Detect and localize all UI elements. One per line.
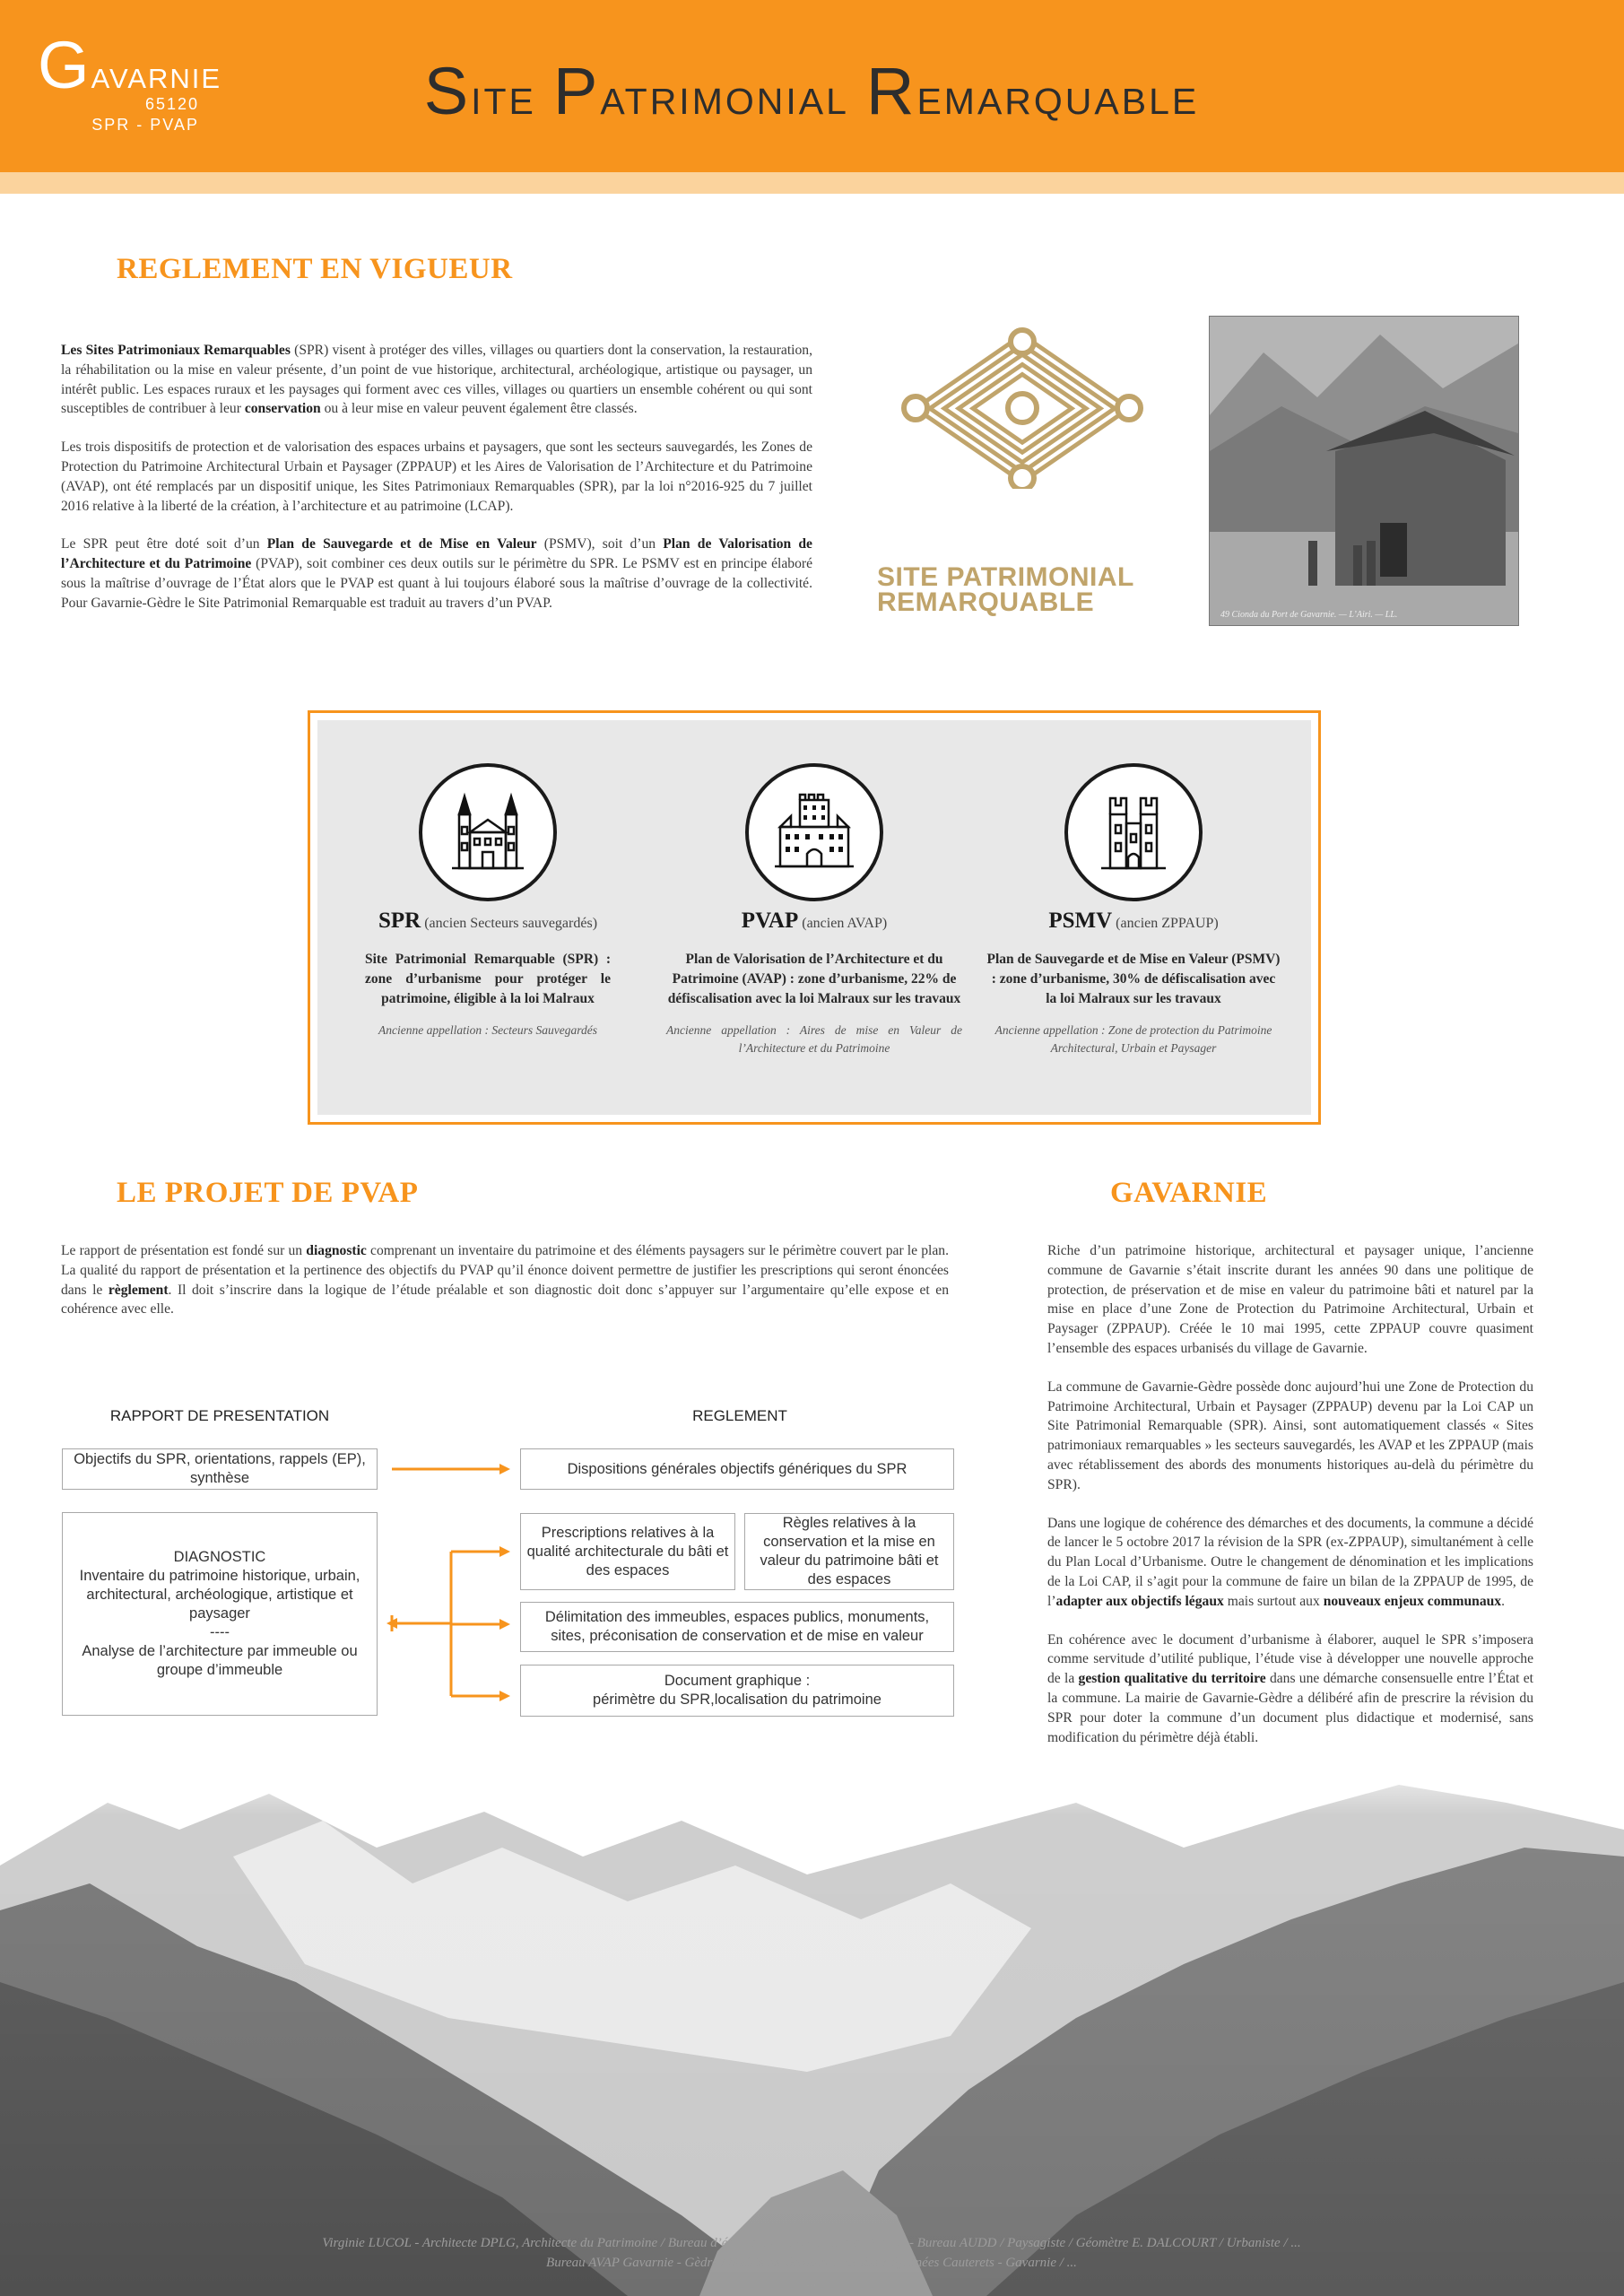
text-segment: mais surtout aux <box>1223 1593 1324 1609</box>
text-segment: (SPR) visent à protéger des villes, villages ou quartiers dont la conservation, la restauration, la réhabilitation ou la mise en valeur présente, d’un point de vue historique, architectural, archéologique, artistique ou paysager, un intérêt public. Les espaces ruraux et les paysages qui forment avec ces villes, villages ou quartiers un ensemble cohérent ou qui sont susceptibles de contribuer à leur <box>61 343 812 417</box>
diagram-left-title: RAPPORT DE PRESENTATION <box>109 1407 330 1424</box>
text-segment: Le SPR peut être doté soit d’un <box>61 536 267 552</box>
emphasis-text: Les Sites Patrimoniaux Remarquables <box>61 343 291 358</box>
diagram-arrows <box>381 1448 525 1718</box>
gavarnie-text <box>1047 1241 1533 1766</box>
box-prescriptions: Prescriptions relatives à la qualité architecturale du bâti et des espaces <box>520 1513 735 1590</box>
box-regles: Règles relatives à la conservation et la mise en valeur du patrimoine bâti et des espaces <box>744 1513 954 1590</box>
brand-initial: G <box>38 28 91 102</box>
reglement-text <box>61 341 812 632</box>
card-spr <box>340 720 636 1039</box>
protection-types-panel <box>308 710 1321 1125</box>
card-pvap-old-name: Ancienne appellation : Aires de mise en Valeur de l’Architecture et du Patrimoine <box>666 1023 962 1055</box>
title-part: emarquable <box>916 67 1200 126</box>
reglement-paragraph-2: Les trois dispositifs de protection et de valorisation des espaces urbains et paysagers, que sont les secteurs sauvegardés, les Zones de Protection du Patrimoine Architectural Urbain et Paysager (ZPPAUP) et les Aires de Valorisation de l’Architecture et du Patrimoine (AVAP), ont été remplacés par un dispositif unique, les Sites Patrimoniaux Remarquables (SPR), par la loi n°2016-925 du 7 juillet 2016 relative à la liberté de la création, à l’architecture et au patrimoine (LCAP). <box>61 439 812 514</box>
footer-line-1: Virginie LUCOL - Architecte DPLG, Architecte du Patrimoine / Bureau d’études UP’IOL / Urbaniste DPLG - Bureau AUDD / Paysagiste / Géomètre E. DALCOURT / Urbaniste / ... <box>322 2236 1301 2250</box>
card-pvap-description: Plan de Valorisation de l’Architecture et du Patrimoine (AVAP) : zone d’urbanisme, 22% de défiscalisation avec la loi Malraux sur les travaux <box>667 952 961 1006</box>
logo-line-1: SITE PATRIMONIAL <box>877 562 1134 592</box>
gavarnie-paragraph-2: La commune de Gavarnie-Gèdre possède donc aujourd’hui une Zone de Protection du Patrimoine Architectural, Urbain et Paysager (ZPPAUP) devenu par la Loi CAP un Site Patrimonial Remarquable (SPR). Ainsi, sont automatiquement classés « Sites patrimoniaux remarquables » les secteurs sauvegardés, les AVAP et les ZPPAUP (mais avec rétablissement des abords des monuments historiques au-delà du périmètre du SPR). <box>1047 1378 1533 1492</box>
text-segment: En cohérence avec le document d’urbanisme à élaborer, auquel le SPR s’imposera comme servitude d’utilité publique, l’étude vise à développer une nouvelle approche de la <box>1047 1631 1533 1687</box>
card-pvap-abbr: PVAP <box>741 909 799 933</box>
card-spr-old-name: Ancienne appellation : Secteurs Sauvegardés <box>378 1023 597 1037</box>
palace-drawing <box>769 787 859 877</box>
section-title-reglement: REGLEMENT EN VIGUEUR <box>117 253 513 285</box>
emphasis-text: adapter aux objectifs légaux <box>1055 1593 1224 1609</box>
emphasis-text: diagnostic <box>306 1243 367 1258</box>
tower-icon <box>1064 763 1203 901</box>
photo-caption: 49 Cionda du Port de Gavarnie. — L’Airi. — LL. <box>1220 610 1398 620</box>
text-segment: Le rapport de présentation est fondé sur un <box>61 1243 307 1258</box>
header-strip <box>0 172 1624 194</box>
text-segment: . Il doit s’inscrire dans la logique de l’étude préalable et son diagnostic doit donc s’appuyer sur l’argumentaire qu’elle expose et en cohérence avec elle. <box>61 1282 949 1318</box>
box-delimitation: Délimitation des immeubles, espaces publics, monuments, sites, préconisation de conservation et de mise en valeur <box>520 1602 954 1652</box>
card-spr-heading <box>340 909 636 934</box>
postal-code: 65120 <box>144 95 199 113</box>
emphasis-text: règlement <box>108 1282 169 1298</box>
page-title <box>269 52 1354 132</box>
card-psmv <box>986 720 1281 1057</box>
brand-name <box>38 28 222 102</box>
emphasis-text: Plan de Sauvegarde et de Mise en Valeur <box>266 536 537 552</box>
protection-types-inner <box>317 720 1311 1115</box>
text-segment: (PSMV), soit d’un <box>536 536 664 552</box>
castle-icon <box>419 763 557 901</box>
spr-logo-text <box>877 562 1146 617</box>
reglement-paragraph-3 <box>61 535 812 613</box>
castle-drawing <box>443 787 533 877</box>
section-title-projet: LE PROJET DE PVAP <box>117 1177 419 1209</box>
footer-line-2: Bureau AVAP Gavarnie - Gèdre / Mairie de Gavarnie - Gèdre / Pyrénées Cauterets - Gavarnie / ... <box>546 2256 1077 2270</box>
card-psmv-old-name: Ancienne appellation : Zone de protection du Patrimoine Architectural, Urbain et Paysager <box>994 1023 1272 1055</box>
brand-block <box>38 28 222 140</box>
text-segment: dans une démarche consensuelle entre l’État et la commune. La mairie de Gavarnie-Gèdre a délibéré afin de prescrire la révision du SPR pour doter la commune d’un document plus didactique et modernisé, sans modification du périmètre déjà établi. <box>1047 1671 1533 1745</box>
spr-logo-icon <box>901 327 1143 489</box>
text-segment: . <box>1501 1593 1506 1609</box>
card-spr-description: Site Patrimonial Remarquable (SPR) : zone d’urbanisme pour protéger le patrimoine, éligible à la loi Malraux <box>365 952 611 1006</box>
brand-subtitle: SPR - PVAP <box>91 116 199 134</box>
card-psmv-abbr: PSMV <box>1048 909 1113 933</box>
text-segment: ou à leur mise en valeur peuvent également être classés. <box>320 401 638 417</box>
card-pvap-heading <box>666 909 962 934</box>
section-title-gavarnie: GAVARNIE <box>1110 1177 1268 1209</box>
card-pvap-former: (ancien AVAP) <box>798 916 888 931</box>
text-segment: (PVAP), soit combiner ces deux outils sur le périmètre du SPR. Le PSMV est en principe élaboré sous la maîtrise d’ouvrage de l’État alors que le PVAP est quant à lui toujours élaboré sous la maîtrise d’ouvrage de la collectivité. Pour Gavarnie-Gèdre le Site Patrimonial Remarquable est traduit au travers d’un PVAP. <box>61 556 813 611</box>
card-psmv-description: Plan de Sauvegarde et de Mise en Valeur (PSMV) : zone d’urbanisme, 30% de défiscalisation avec la loi Malraux sur les travaux <box>986 952 1281 1006</box>
gavarnie-paragraph-1: Riche d’un patrimoine historique, architectural et paysager unique, l’ancienne commune de Gavarnie s’était inscrite durant les années 90 dans une politique de protection, de préservation et de mise en valeur du patrimoine bâti et naturel par la mise en place d’une Zone de Protection du Patrimoine Architectural, Urbain et Paysager (ZPPAUP). Créée le 10 mai 1995, cette ZPPAUP couvre quasiment l’ensemble des espaces urbanisés du village de Gavarnie. <box>1047 1243 1533 1356</box>
box-document: Document graphique : périmètre du SPR,localisation du patrimoine <box>520 1665 954 1717</box>
card-psmv-heading <box>986 909 1281 934</box>
tower-drawing <box>1089 787 1178 877</box>
emphasis-text: nouveaux enjeux communaux <box>1323 1593 1502 1609</box>
diagram-right-title: REGLEMENT <box>692 1407 787 1424</box>
title-part: R <box>866 54 917 128</box>
palace-icon <box>745 763 883 901</box>
box-diagnostic: DIAGNOSTIC Inventaire du patrimoine historique, urbain, architectural, archéologique, artistique et paysager ---- Analyse de l’architecture par immeuble ou groupe d’immeuble <box>62 1512 378 1716</box>
footer-credits <box>161 2233 1462 2292</box>
emphasis-text: conservation <box>244 401 321 417</box>
title-part: P <box>552 54 601 128</box>
historic-photo <box>1209 316 1519 626</box>
footer-line-3: ... <box>806 2275 817 2290</box>
text-segment: Dans une logique de cohérence des démarches et des documents, la commune a décidé de lancer le 5 octobre 2017 la révision de la SPR (ex-ZPPAUP), simultanément à celle du Plan Local d’Urbanisme. Outre le changement de dénomination et les implications de la Loi CAP, il s’agit pour la commune de faire un bilan de la ZPPAUP de 1995, de l’ <box>1047 1515 1533 1609</box>
emphasis-text: Plan de Valorisation de l’Architecture et du Patrimoine <box>61 536 812 572</box>
photo-image <box>1210 317 1518 625</box>
box-objectifs: Objectifs du SPR, orientations, rappels (EP), synthèse <box>62 1448 378 1490</box>
reglement-paragraph-1 <box>61 341 812 419</box>
title-part: atrimonial <box>600 67 866 126</box>
gavarnie-paragraph-4 <box>1047 1631 1533 1748</box>
card-spr-abbr: SPR <box>378 909 421 933</box>
title-part: S <box>423 54 472 128</box>
gavarnie-paragraph-3 <box>1047 1514 1533 1612</box>
card-pvap <box>666 720 962 1057</box>
emphasis-text: gestion qualitative du territoire <box>1078 1671 1266 1687</box>
box-dispositions: Dispositions générales objectifs génériques du SPR <box>520 1448 954 1490</box>
projet-paragraph-1 <box>61 1241 949 1319</box>
brand-rest: avarnie <box>91 53 222 97</box>
title-part: ite <box>471 67 553 126</box>
card-spr-former: (ancien Secteurs sauvegardés) <box>421 916 598 931</box>
card-psmv-former: (ancien ZPPAUP) <box>1112 916 1219 931</box>
mountain-landscape-image <box>0 1749 1624 2296</box>
logo-line-2: REMARQUABLE <box>877 587 1095 617</box>
text-segment: comprenant un inventaire du patrimoine et des éléments paysagers sur le périmètre couvert par le plan. La qualité du rapport de présentation et la pertinence des objectifs du PVAP qu’il énonce doivent permettre de justifier les prescriptions qui seront énoncées dans le <box>61 1243 949 1298</box>
projet-text <box>61 1241 949 1338</box>
